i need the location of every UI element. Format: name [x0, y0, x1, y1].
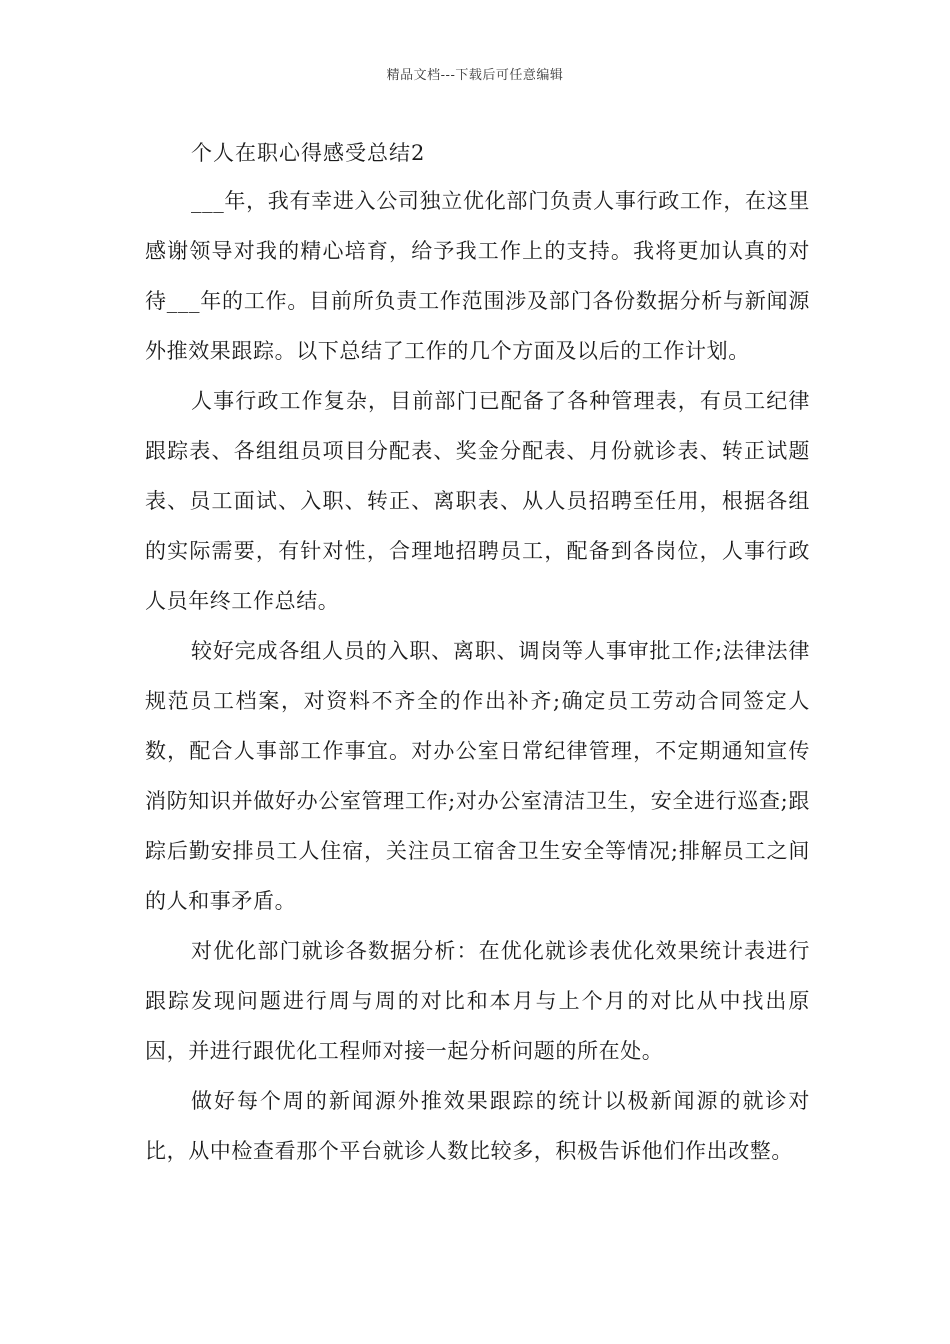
paragraph: 对优化部门就诊各数据分析：在优化就诊表优化效果统计表进行跟踪发现问题进行周与周的对比和本月与上个月的对比从中找出原因，并进行跟优化工程师对接一起分析问题的所在处。 [145, 939, 810, 1063]
paragraph: 人事行政工作复杂，目前部门已配备了各种管理表，有员工纪律跟踪表、各组组员项目分配表、奖金分配表、月份就诊表、转正试题表、员工面试、入职、转正、离职表、从人员招聘至任用，根据各组的实际需要，有针对性，合理地招聘员工，配备到各岗位，人事行政人员年终工作总结。 [145, 389, 810, 613]
paragraph: 做好每个周的新闻源外推效果跟踪的统计以极新闻源的就诊对比，从中检查看那个平台就诊人数比较多，积极告诉他们作出改整。 [145, 1089, 810, 1163]
document-body [145, 176, 810, 1176]
document-title: 个人在职心得感受总结2 [191, 141, 426, 165]
page-header: 精品文档---下载后可任意编辑 [386, 68, 564, 83]
paragraph: 较好完成各组人员的入职、离职、调岗等人事审批工作;法律法律规范员工档案，对资料不齐全的作出补齐;确定员工劳动合同签定人数，配合人事部工作事宜。对办公室日常纪律管理，不定期通知宣传消防知识并做好办公室管理工作;对办公室清洁卫生，安全进行巡查;跟踪后勤安排员工人住宿，关注员工宿舍卫生安全等情况;排解员工之间的人和事矛盾。 [145, 639, 810, 913]
paragraph: ___年，我有幸进入公司独立优化部门负责人事行政工作，在这里感谢领导对我的精心培育，给予我工作上的支持。我将更加认真的对待___年的工作。目前所负责工作范围涉及部门各份数据分析与新闻源外推效果跟踪。以下总结了工作的几个方面及以后的工作计划。 [145, 189, 810, 363]
